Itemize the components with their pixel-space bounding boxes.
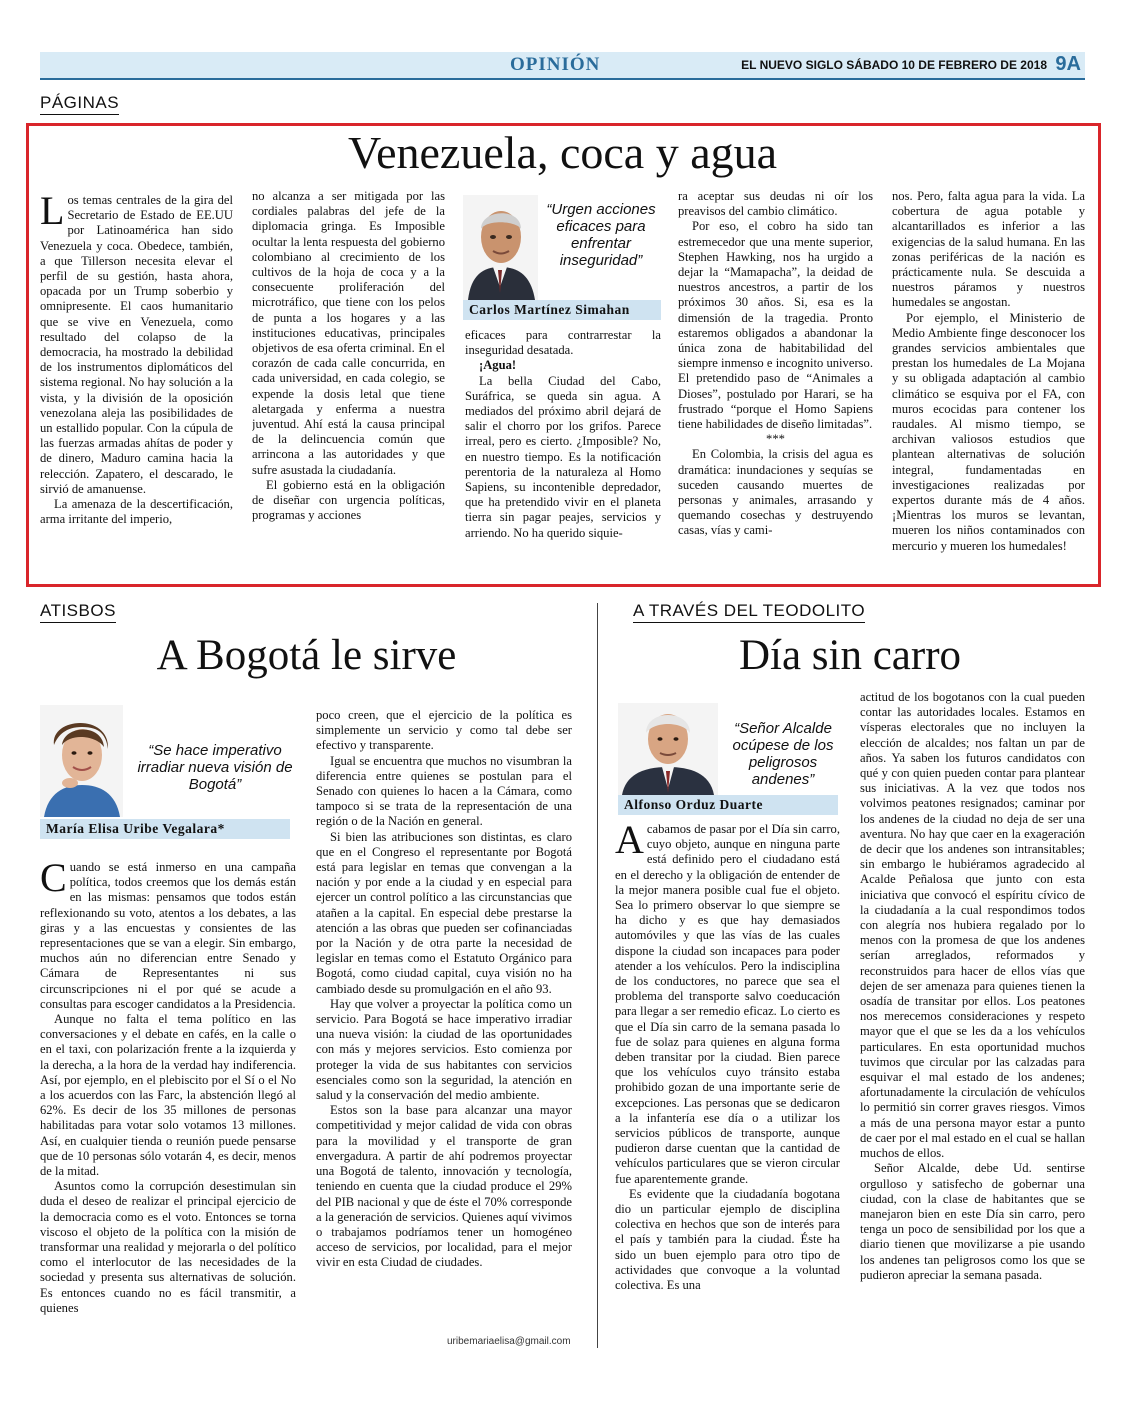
article-venezuela-col-5	[892, 189, 1085, 571]
paragraph: Estos son la base para alcanzar una mayor competitividad y mejor calidad de vida con obras para la movilidad y el transporte de gran envergadura. A partir de ahí podremos proyectar una Bogotá de talento, innovación y tecnología, teniendo en cuenta que la ciudad produce el 29% del PIB nacional y que de éste el 70% corresponde a la generación de servicios. Quienes aquí vivimos o trabajamos podríamos tener un homogéneo acceso de servicios, por localidad, para el mejor vivir en esta Ciudad de ciudades.	[316, 1103, 572, 1270]
paragraph: La amenaza de la descertificación, arma irritante del imperio,	[40, 497, 233, 527]
article-bogota-col-1	[40, 860, 296, 1345]
paragraph: La bella Ciudad del Cabo, Suráfrica, se queda sin agua. A mediados del próximo abril dejará de salir el chorro por los grifos. Parece irreal, pero es cierto. ¿Imposible? No, en nuestro tiempo. Es la notificación perentoria de la naturaleza al Homo Sapiens, su incontenible depredador, que ha pretendido vivir en el planeta tierra sin pagar peajes, servicios y arriendo. No ha querido siquie-	[465, 373, 661, 540]
paragraph: El gobierno está en la obligación de diseñar con urgencia políticas, programas y acciones	[252, 477, 445, 523]
newspaper-date: EL NUEVO SIGLO SÁBADO 10 DE FEBRERO DE 2018	[741, 58, 1047, 72]
paragraph: Por ejemplo, el Ministerio de Medio Ambiente finge desconocer los grandes servicios ambientales que prestan los humedales de La Mojana y su obligada adaptación al cambio climático se esquiva por el FA, con muros ecocidas para contener los raudales. Al mismo tiempo, se archivan valiosos estudios que plantean alternativas de solución integral, fundamentadas en investigaciones realizadas por expertos durante más de 4 años. ¡Mientras los muros se levantan, mueren los niños contaminados con mercurio y mueren los humedales!	[892, 310, 1085, 553]
article-dia-sin-carro-col-2	[860, 690, 1085, 1346]
author-photo-carlos	[463, 195, 538, 300]
author-photo-alfonso	[618, 703, 718, 795]
kicker-paginas: PÁGINAS	[40, 93, 119, 115]
article-venezuela-col-2	[252, 189, 445, 571]
paragraph: nos. Pero, falta agua para la vida. La cobertura de agua potable y alcantarillados es inferior a las exigencias de la salud humana. En las zonas periféricas de la nación es prácticamente nula. Se descuida a nuestros páramos y nuestros humedales se angostan.	[892, 189, 1085, 310]
paragraph: no alcanza a ser mitigada por las cordiales palabras del jefe de la diplomacia gringa. Es Imposible ocultar la lenta respuesta del gobierno colombiano al crecimiento de los cultivos de la hoja de coca y a la consecuente proliferación del microtráfico, que tiene con los pelos de punta a los hogares y a las instituciones educativas, principales objetivos de esa oferta criminal. En el corazón de cada calle concurrida, en cada universidad, en cada colegio, se expende la dosis letal que tiene aletargada y enferma a nuestra juventud. Ahí está la causa principal de la delincuencia común que arrincona a las autoridades y que sufre asustada la ciudadanía.	[252, 189, 445, 477]
paragraph: Si bien las atribuciones son distintas, es claro que en el Congreso el representante por Bogotá está para legislar en temas que convengan a la nación y por ende a la ciudad y en especial para ejercer un control político a las circunstancias que atañen a la capital. En especial debe prestarse la atención a las obras que pueden ser cofinanciadas por la Nación y de otra parte la necesidad de legislar en temas como el Estatuto Orgánico para Bogotá, como ciudad capital, cuya visión no ha cambiado desde su promulgación en el año 93.	[316, 829, 572, 996]
kicker-atisbos: ATISBOS	[40, 601, 116, 623]
author-email: uribemariaelisa@gmail.com	[447, 1336, 571, 1347]
pull-quote-bogota: “Se hace imperativo irradiar nueva visión de Bogotá”	[137, 742, 293, 793]
paragraph: En Colombia, la crisis del agua es dramática: inundaciones y sequías se suceden causando muertes de personas y animales, arrasando y quemando cosechas y destruyendo casas, vías y cami-	[678, 447, 873, 538]
column-divider	[597, 603, 598, 1348]
paragraph: poco creen, que el ejercicio de la política es simplemente un servicio y como tal debe ser efectivo y transparente.	[316, 708, 572, 753]
separator-asterisks: ***	[766, 432, 785, 447]
paragraph: Acabamos de pasar por el Día sin carro, cuyo objeto, aunque en ninguna parte está definido pero el ciudadano está en el derecho y la obligación de entender de la mejor manera posible cual fue el objeto. Sea lo primero observar lo que siempre se ha dicho y es que hay demasiados automóviles y que las vías de las cuales dispone la ciudad son incapaces para poder atender a los vehículos. Pero la indisciplina de los conductores, no parece que sea el problema del transporte salvo coeducación para llegar a ser remedio eficaz. Lo cierto es que el Día sin carro de la semana pasada lo fue de solaz para quienes en alguna forma deben transitar por la ciudad. Bien parece que los vehículos cuyo tránsito estaba prohibido gozan de una importante serie de excepciones. Las personas que se dedicaron a la infantería ese día o a utilizar los servicios públicos de transporte, aunque pudieron darse cuentan que la cantidad de vehículos particulares que se vieron circular fue aparentemente grande.	[615, 822, 840, 1186]
page-number: 9A	[1055, 53, 1081, 75]
paragraph: Asuntos como la corrupción desestimulan sin duda el deseo de realizar el principal ejercicio de la democracia como es el voto. Entonces se torna viscoso el objeto de la política con la misión de transformar una realidad y mejorarla o del político como el interlocutor de las necesidades de la sociedad y presenta sus alternativas de solución. Es entonces cuando no es fácil transmitir, a quienes	[40, 1179, 296, 1315]
paragraph: Aunque no falta el tema político en las conversaciones y el debate en cafés, en la calle o en el taxi, con polarización frente a la izquierda y la derecha, a la hora de la verdad hay indiferencia. Así, por ejemplo, en el plebiscito por el Sí o el No a los acuerdos con las Farc, la abstención llegó al 62%. Es decir de los 35 millones de personas habilitadas para votar solo votamos 13 millones. Así, en cualquier tienda o reunión puede pensarse que de 10 personas sólo votarán 4, es decir, menos de la mitad.	[40, 1012, 296, 1179]
paragraph: ra aceptar sus deudas ni oír los preavisos del cambio climático.	[678, 189, 873, 219]
paragraph: Hay que volver a proyectar la política como un servicio. Para Bogotá se hace imperativo irradiar una nueva visión: la ciudad de las oportunidades con más y mejores servicios. Esto comienza por proteger la vida de sus habitantes con servicios esenciales como son la seguridad, la atención en salud y la conservación del medio ambiente.	[316, 996, 572, 1103]
drop-cap: A	[615, 822, 644, 862]
drop-cap: L	[40, 193, 65, 233]
paragraph: Por eso, el cobro ha sido tan estremecedor que una mente superior, Stephen Hawking, nos ha urgido a dejar la “Mamapacha”, la deidad de nuestros ancestros, a partir de los próximos 30 años. Si, esa es la dimensión de la tragedia. Pronto estaremos obligados a abandonar la única zona de habitabilidad del siempre inmenso e incognito universo. El pretendido paso de “Animales a Dioses”, postulado por Harari, se ha frustrado “porque el Homo Sapiens tiene habilidades de diseño limitadas”.	[678, 219, 873, 432]
section-name: OPINIÓN	[510, 54, 601, 75]
article-bogota-title: A Bogotá le sirve	[156, 632, 457, 679]
byline-maria-elisa: María Elisa Uribe Vegalara*	[40, 819, 290, 839]
kicker-teodolito: A TRAVÉS DEL TEODOLITO	[633, 601, 865, 623]
paragraph: eficaces para contrarrestar la inseguridad desatada.	[465, 328, 661, 358]
article-venezuela-title: Venezuela, coca y agua	[347, 127, 778, 178]
paragraph: Es evidente que la ciudadanía bogotana dio un particular ejemplo de disciplina colectiva en hechos que son de interés para el país y también para la ciudad. Éste ha sido un buen ejemplo para otro tipo de actividades que convoque a la voluntad colectiva. Es una	[615, 1186, 840, 1293]
drop-cap: C	[40, 860, 67, 900]
paragraph: Cuando se está inmerso en una campaña política, todos creemos que los demás están en las mismas: pensamos que todos están reflexionando su voto, atentos a los debates, a las giras y a las encuestas y consientes de las representaciones que se van a elegir. Sin embargo, muchos aún no diferencian entre Senado y Cámara de Representantes ni sus circunscripciones ni el por qué se acude a consultas para escoger candidatos a la Presidencia.	[40, 860, 296, 1011]
paragraph: Igual se encuentra que muchos no visumbran la diferencia entre quienes se postulan para el Senado con quienes lo hacen a la Cámara, como tampoco si se trata de la representación de una región o de la Nación en general.	[316, 753, 572, 829]
pull-quote-venezuela: “Urgen acciones eficaces para enfrentar inseguridad”	[546, 201, 656, 269]
byline-alfonso: Alfonso Orduz Duarte	[618, 795, 838, 815]
article-bogota-col-2	[316, 708, 572, 1330]
paragraph: Señor Alcalde, debe Ud. sentirse orgulloso y satisfecho de gobernar una ciudad, con la clase de habitantes que se manejaron bien en este Día sin carro, pero tenga un poco de sensibilidad por los que a diario tienen que movilizarse a pie usando los andenes tan peligrosos como los que se pudieron apreciar la semana pasada.	[860, 1161, 1085, 1282]
article-dia-sin-carro-col-1	[615, 822, 840, 1347]
paragraph: Los temas centrales de la gira del Secretario de Estado de EE.UU por Latinoamérica han sido Venezuela y coca. Obedece, también, a que Tillerson necesita elevar el perfil de su gestión, hasta ahora, opacada por un Trump soberbio y omnipresente. El caos humanitario que se vive en Venezuela, como resultado del colapso de la democracia, ha mostrado la debilidad de los instrumentos diplomáticos del sistema regional. No hay solución a la vista, y la división de la oposición venezolana aleja las posibilidades de un estallido popular. Con la cúpula de las fuerzas armadas ahítas de poder y de dinero, Maduro camina hacia la relección. Zapatero, el descarado, le sirvió de amanuense.	[40, 193, 233, 496]
byline-carlos: Carlos Martínez Simahan	[463, 300, 661, 320]
article-venezuela-col-4	[678, 189, 873, 571]
pull-quote-dia-sin-carro: “Señor Alcalde ocúpese de los peligrosos andenes”	[732, 720, 834, 788]
author-photo-maria-elisa	[40, 705, 123, 817]
article-dia-sin-carro-title: Día sin carro	[738, 632, 962, 679]
paragraph: actitud de los bogotanos con la cual pueden contar las autoridades locales. Estamos en vísperas electorales que no incluyen la elección de alcaldes; nos faltan un par de años. Ya saben los futuros candidatos con qué y con quien pueden contar para plantear sus iniciativas. A la vez que todos nos volvimos peatones resignados; caminar por los andenes de la ciudad no deja de ser una aventura. No hay que caer en la exageración de decir que los andenes son intransitables; sin embargo le hubiéramos agradecido al Acalde Peñalosa que junto con esta iniciativa que convocó el espíritu cívico de la ciudadanía a la cual respondimos todos con alegría nos hubiera regalado por lo menos con la promesa de que los andenes serían arreglados, reformados y reconstruidos para hacer de ellos vías que dejen de ser amenaza para quienes tienen la osadía de transitar por ellos. Los peatones nos merecemos consideraciones y respeto mayor que el que se les da a los vehículos particulares. En esta oportunidad muchos tuvimos que circular por las calzadas para esquivar el mal estado de los andenes; afortunadamente la circulación de vehículos lo permitió sin correr graves riesgos. Vimos a más de una persona mayor estar a punto de caer por el mal estado en el cual se hallan muchos de ellos.	[860, 690, 1085, 1161]
page-header	[40, 52, 1085, 80]
article-venezuela-col-1	[40, 193, 233, 571]
article-venezuela-col-3	[465, 328, 661, 571]
subheading-agua: ¡Agua!	[479, 358, 517, 373]
